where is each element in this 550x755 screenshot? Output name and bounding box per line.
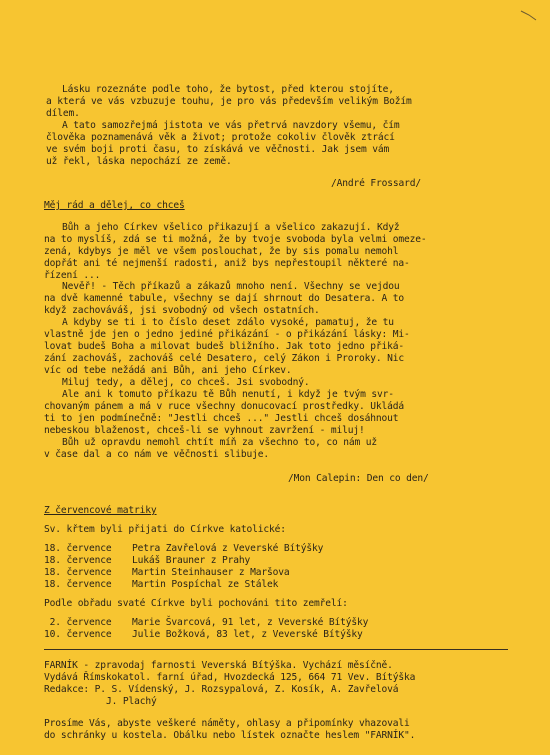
baptism-entry: Lukáš Brauner z Prahy (132, 555, 251, 566)
section1-line: řízení ... (44, 270, 101, 281)
section1-line: na dvě kamenné tabule, všechny se dají shrnout do Desatera. A to (44, 293, 405, 304)
burial-entry: Marie Švarcová, 91 let, z Veverské Bítýšky (132, 617, 369, 628)
baptism-date: 18. července (44, 579, 112, 590)
section1-line: vlastně jde jen o jedno jediné přikázání - o přikázání lásky: Mi- (44, 329, 410, 340)
section1-line: chovaným pánem a má v ruce všechny donucovací prostředky. Ukládá (44, 401, 405, 412)
baptism-entry: Petra Zavřelová z Veverské Bítýšky (132, 543, 324, 554)
section1-title: Měj rád a dělej, co chceš (44, 200, 185, 211)
footer-line: Vydává Římskokatol. farní úřad, Hvozdecká 125, 664 71 Vev. Bítýška (44, 672, 416, 683)
footer-line: FARNÍK - zpravodaj farnosti Veverská Bítýška. Vychází měsíčně. (44, 660, 393, 671)
section1-line: Bůh už opravdu nemohl chtít míň za všechno to, co nám už (62, 437, 378, 448)
section1-line: zená, kdybys je měl ve všem poslouchat, že by sis pomalu nemohl (44, 246, 399, 257)
burial-entry: Julie Božková, 83 let, z Veverské Bítýšky (132, 629, 363, 640)
footer-divider (44, 649, 508, 650)
baptism-date: 18. července (44, 555, 112, 566)
section1-line: Ale ani k tomuto příkazu tě Bůh nenutí, i když je tvým svr- (62, 389, 394, 400)
section1-line: dopřát ani té nejmenší radosti, aniž bys nepřestoupil některé na- (44, 258, 410, 269)
burial-date: 2. července (44, 617, 112, 628)
section1-line: lovat budeš Boha a milovat budeš bližního. Jak toto jedno přiká- (44, 341, 405, 352)
folded-corner-mark (520, 10, 538, 22)
quote1-author: /André Frossard/ (331, 178, 422, 189)
quote1-line: Lásku rozeznáte podle toho, že bytost, před kterou stojíte, (62, 84, 394, 95)
quote1-line: a která ve vás vzbuzuje touhu, je pro vás především velikým Božím (46, 96, 412, 107)
section1-line: v čase dal a co nám ve věčnosti slibuje. (44, 449, 270, 460)
section1-line: zání zachováš, zachováš celé Desatero, celý Zákon i Proroky. Nic (44, 353, 405, 364)
footer-note-line: do schránky u kostela. Obálku nebo lístek označte heslem "FARNÍK". (44, 730, 416, 741)
baptism-date: 18. července (44, 567, 112, 578)
section1-line: víc od tebe nežádá ani Bůh, ani jeho Církev. (44, 365, 292, 376)
quote1-line: člověka poznamenává věk a život; protože cokoliv člověk ztrácí (46, 132, 395, 143)
footer-line: Redakce: P. S. Vídenský, J. Rozsypalová, Z. Kosík, A. Zavřelová (44, 684, 399, 695)
section2-title: Z červencové matriky (44, 505, 157, 516)
section1-line: ti to jen podmínečně: "Jestli chceš ..." Jestli chceš dosáhnout (44, 413, 399, 424)
section1-line: nebeskou blaženost, chceš-li se vyhnout zavržení - miluj! (44, 425, 365, 436)
quote1-line: ve svém boji proti času, to získává ve věčnosti. Jak jsem vám (46, 144, 390, 155)
section1-source: /Mon Calepin: Den co den/ (288, 473, 429, 484)
baptism-entry: Martin Pospíchal ze Stálek (132, 579, 279, 590)
baptism-heading: Sv. křtem byli přijati do Církve katolické: (44, 524, 286, 535)
burial-heading: Podle obřadu svaté Církve byli pochováni tito zemřelí: (44, 598, 348, 609)
section1-line: Nevěř! - Těch příkazů a zákazů mnoho není. Všechny se vejdou (62, 281, 400, 292)
section1-line: Bůh a jeho Církev všelico přikazují a všelico zakazují. Když (62, 222, 400, 233)
footer-note-line: Prosíme Vás, abyste veškeré náměty, ohlasy a připomínky vhazovali (44, 718, 410, 729)
section1-line: když zachováváš, jsi svobodný od všech ostatních. (44, 305, 320, 316)
footer-line: J. Plachý (106, 696, 157, 707)
section1-line: na to myslíš, zdá se ti možná, že by tvoje svoboda byla velmi omeze- (44, 234, 427, 245)
quote1-line: dílem. (46, 108, 80, 119)
quote1-line: A tato samozřejmá jistota ve vás přetrvá navzdory všemu, čím (62, 120, 400, 131)
section1-line: Miluj tedy, a dělej, co chceš. Jsi svobodný. (62, 377, 310, 388)
section1-line: A kdyby se ti i to číslo deset zdálo vysoké, pamatuj, že tu (62, 317, 394, 328)
quote1-line: už řekl, láska nepochází ze země. (46, 156, 232, 167)
burial-date: 10. července (44, 629, 112, 640)
baptism-entry: Martin Steinhauser z Maršova (132, 567, 290, 578)
baptism-date: 18. července (44, 543, 112, 554)
